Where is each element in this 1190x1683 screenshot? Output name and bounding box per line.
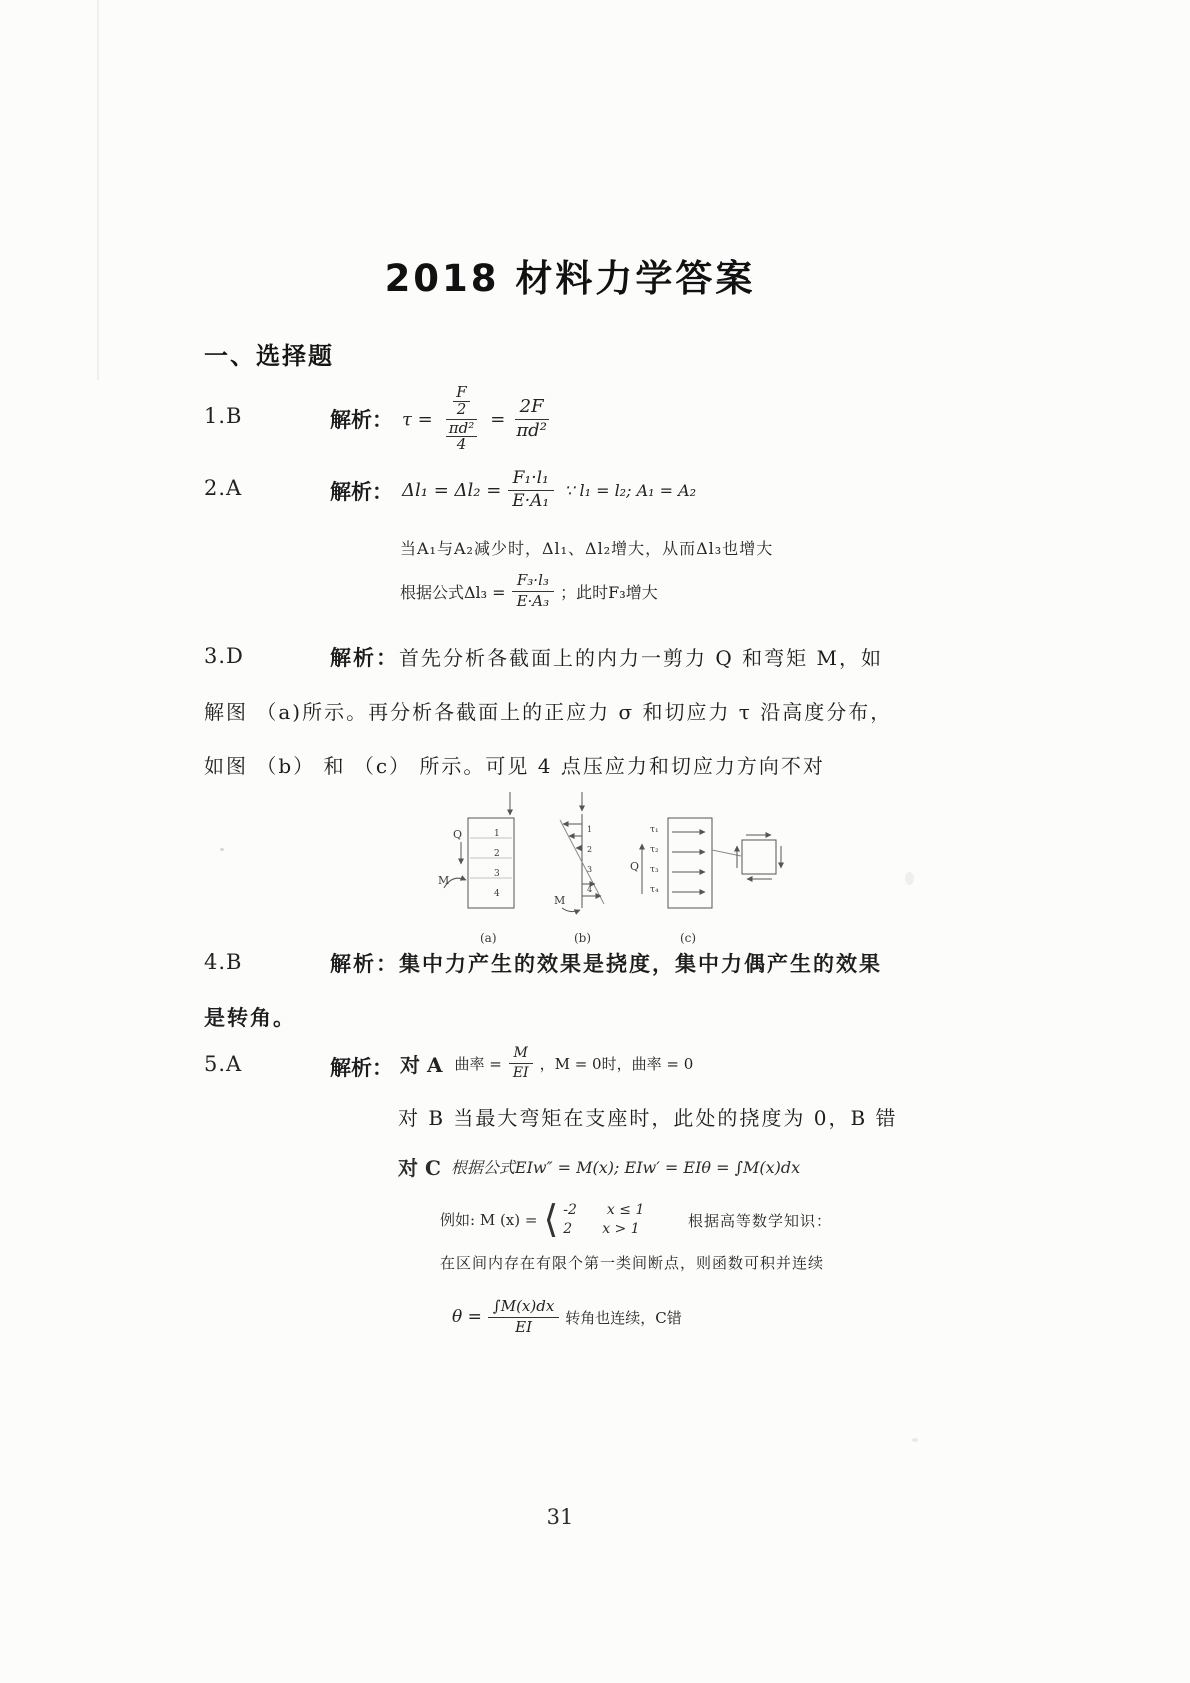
label-tau1: τ₁ — [650, 825, 659, 835]
denominator: πd² — [516, 419, 547, 441]
denominator: E·A₃ — [516, 591, 550, 610]
point-3: 3 — [494, 869, 500, 879]
example-lead: 例如: M (x) = — [440, 1210, 538, 1229]
answer-item-1 — [204, 383, 904, 454]
fraction — [488, 1298, 559, 1336]
point-4: 4 — [494, 889, 500, 899]
answer-label: 1.B — [204, 404, 243, 428]
answer-label: 4.B — [204, 950, 243, 974]
formula-lead: 根据公式Δl₃ = — [400, 582, 506, 602]
explanation-line: 如图 （b） 和 （c） 所示。可见 4 点压应力和切应力方向不对 — [204, 754, 825, 778]
numerator: M — [509, 1045, 533, 1063]
formula-q2b — [400, 566, 658, 616]
fraction — [439, 385, 484, 453]
stress-diagrams-figure — [430, 790, 822, 956]
denominator: 2 — [456, 399, 467, 418]
jiexi-label: 解析： — [330, 1055, 393, 1080]
section-heading: 一、选择题 — [204, 342, 334, 370]
denominator: E·A₁ — [512, 490, 550, 511]
theta-lead: θ = — [452, 1307, 482, 1327]
option-a-lead: 对 A — [400, 1052, 443, 1077]
jiexi-label: 解析： — [330, 645, 399, 670]
page-title: 2018 材料力学答案 — [384, 257, 756, 300]
scan-speck — [220, 848, 224, 851]
example-line — [440, 1192, 644, 1246]
formula-tail: ∵ l₁ = l₂; A₁ = A₂ — [564, 480, 697, 500]
continuity-note: 在区间内存在有限个第一类间断点，则函数可积并连续 — [440, 1254, 825, 1272]
case-column — [563, 1202, 644, 1237]
figure-b — [554, 792, 604, 912]
answer-label: 5.A — [204, 1052, 243, 1076]
option-c-line — [398, 1152, 800, 1181]
point-1: 1 — [494, 829, 500, 839]
formula-lead: Δl₁ = Δl₂ = — [402, 479, 502, 501]
piecewise-cases — [543, 1197, 644, 1241]
case-value-2: 2 — [563, 1220, 573, 1237]
answer-label: 2.A — [204, 476, 243, 500]
label-tau4: τ₄ — [650, 885, 659, 895]
explanation-line: 当A₁与A₂减少时，Δl₁、Δl₂增大，从而Δl₃也增大 — [400, 539, 774, 558]
fraction — [511, 397, 552, 441]
denominator: EI — [512, 1064, 529, 1081]
formula-lead: τ = — [402, 408, 433, 430]
label-M: M — [438, 874, 450, 887]
label-M: M — [554, 894, 566, 907]
label-Q: Q — [453, 828, 463, 841]
denominator: 4 — [456, 435, 467, 454]
explanation-line — [330, 948, 882, 978]
case-brace: ⟨ — [543, 1197, 559, 1241]
formula-q1 — [402, 383, 558, 454]
option-a-tail: ，M = 0时，曲率 = 0 — [539, 1054, 694, 1073]
formula-tail: ；此时F₃增大 — [560, 582, 658, 602]
scan-speck — [905, 872, 914, 885]
explanation-line: 是转角。 — [204, 1005, 296, 1030]
option-a-line — [400, 1040, 693, 1086]
case-condition-1: x ≤ 1 — [606, 1201, 645, 1218]
numerator: ∫M(x)dx — [488, 1298, 559, 1317]
figure-c — [630, 818, 781, 908]
fraction — [512, 572, 555, 610]
case-condition-2: x > 1 — [602, 1220, 640, 1237]
formula-q2 — [402, 462, 696, 518]
beam-stress-svg — [430, 790, 822, 952]
theta-tail: 转角也连续，C错 — [565, 1308, 682, 1327]
point-1: 1 — [587, 825, 593, 834]
option-b-line: 对 B 当最大弯矩在支座时，此处的挠度为 0，B 错 — [398, 1106, 898, 1130]
option-c-formula: 根据公式EIw″ = M(x); EIw′ = EIθ = ∫M(x)dx — [450, 1158, 801, 1177]
case-value-1: -2 — [563, 1201, 577, 1218]
scan-line-artifact — [97, 0, 99, 380]
label-tau3: τ₃ — [650, 865, 659, 875]
fraction — [508, 1045, 534, 1080]
point-2: 2 — [587, 845, 593, 854]
numerator: F — [453, 385, 469, 402]
answer-item-2 — [204, 462, 1004, 518]
caption-c: (c) — [680, 931, 697, 945]
numerator: F₁·l₁ — [508, 469, 554, 491]
denominator: EI — [515, 1317, 533, 1336]
explanation-text: 集中力产生的效果是挠度，集中力偶产生的效果 — [399, 951, 882, 976]
point-3: 3 — [587, 865, 593, 874]
jiexi-label: 解析： — [330, 951, 399, 976]
theta-formula — [452, 1286, 682, 1348]
numerator: F₃·l₃ — [512, 572, 554, 591]
explanation-text: 首先分析各截面上的内力一剪力 Q 和弯矩 M，如 — [399, 646, 883, 670]
equals-sign: = — [490, 408, 506, 430]
numerator: 2F — [515, 397, 549, 420]
point-4: 4 — [587, 885, 593, 894]
numerator: πd² — [446, 421, 477, 438]
caption-b: (b) — [574, 931, 592, 945]
jiexi-label: 解析： — [330, 407, 393, 432]
point-2: 2 — [494, 849, 500, 859]
fraction-nested — [453, 385, 469, 418]
figure-a — [438, 792, 514, 908]
label-tau2: τ₂ — [650, 845, 659, 855]
label-Q: Q — [630, 860, 640, 873]
explanation-line — [330, 642, 883, 672]
fraction — [507, 469, 554, 511]
jiexi-label: 解析： — [330, 479, 393, 504]
answer-label: 3.D — [204, 644, 244, 668]
fraction-nested — [446, 418, 477, 454]
curvature-label: 曲率 = — [454, 1054, 502, 1073]
option-c-lead: 对 C — [398, 1156, 441, 1180]
explanation-line: 解图 （a)所示。再分析各截面上的正应力 σ 和切应力 τ 沿高度分布， — [204, 700, 893, 724]
scan-speck — [912, 1438, 918, 1442]
math-knowledge-note: 根据高等数学知识： — [688, 1212, 833, 1230]
page-number: 31 — [546, 1505, 574, 1529]
caption-a: (a) — [480, 931, 497, 945]
